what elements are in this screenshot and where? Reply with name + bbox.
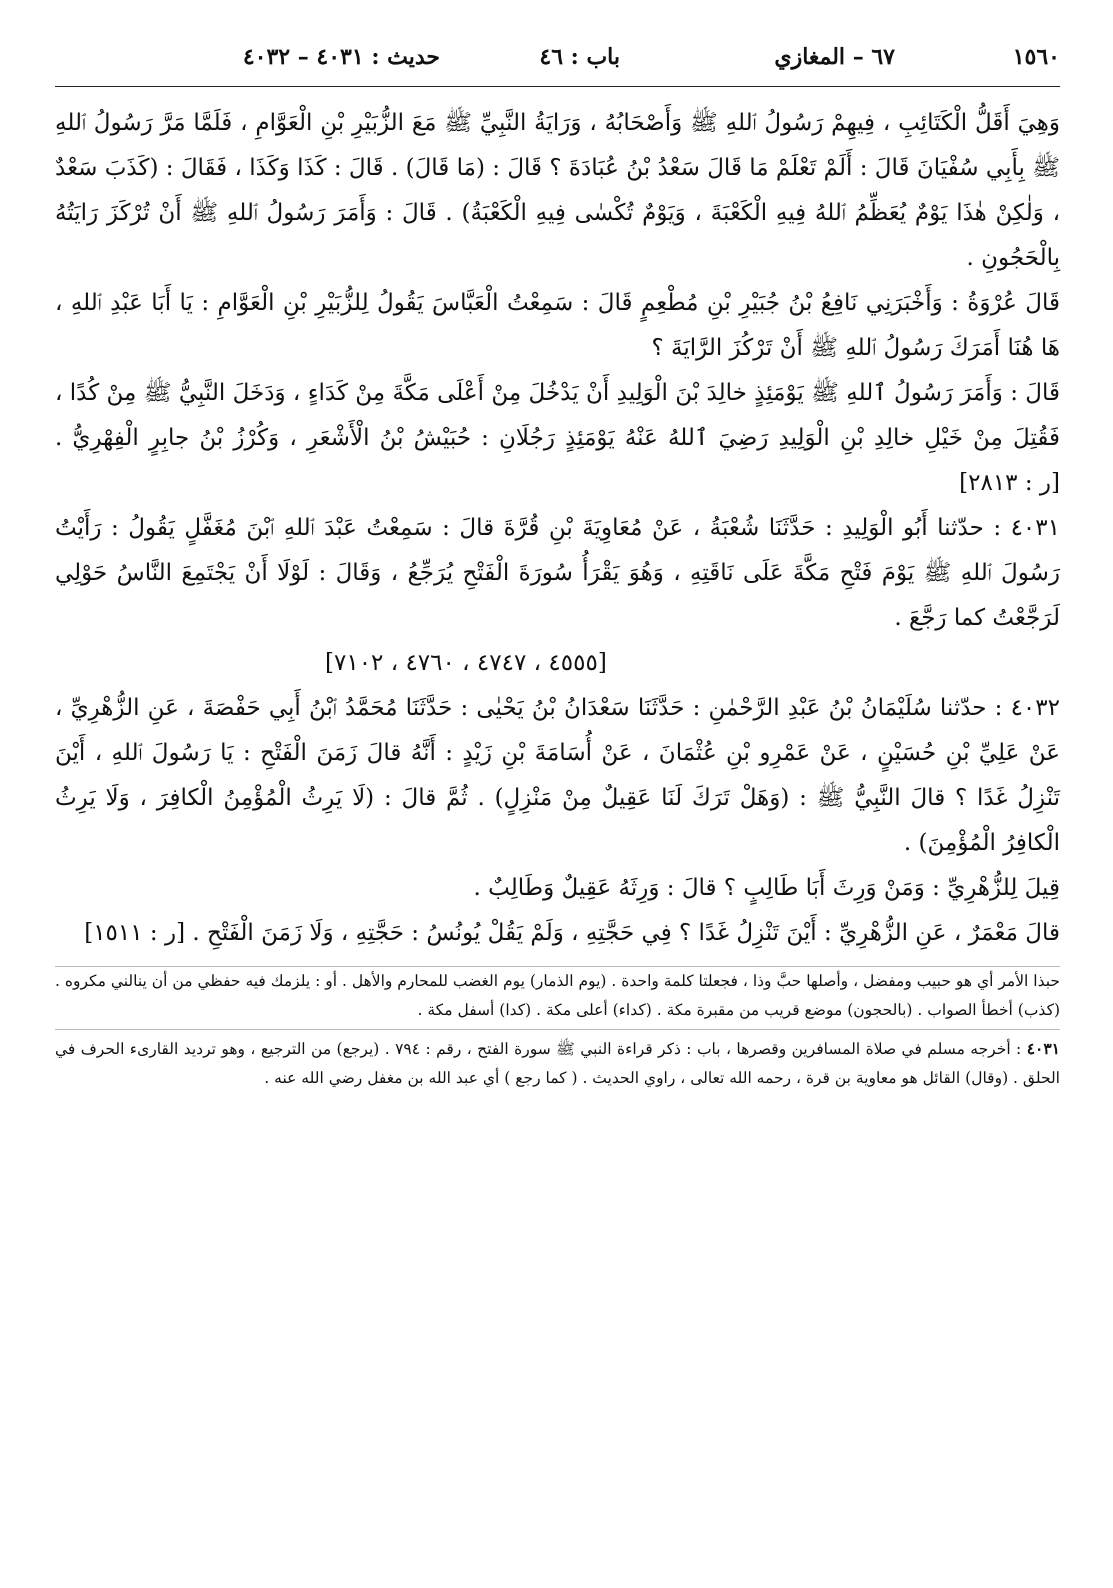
header-rule — [55, 86, 1060, 87]
page-header — [55, 44, 1060, 86]
paragraph — [55, 371, 1060, 506]
paragraph-text: قَالَ : وَأَمَرَ رَسُولُ ٱللهِ ﷺ يَوْمَئِذٍ خالِدَ بْنَ الْوَلِيدِ أَنْ يَدْخُلَ مِنْ أَعْلَى مَكَّةَ مِنْ كَدَاءٍ ، وَدَخَلَ النَّبِيُّ ﷺ مِنْ كُدًا ، فَقُتِلَ مِنْ خَيْلِ خالِدِ بْنِ الْوَلِيدِ رَضِيَ ٱللهُ عَنْهُ يَوْمَئِذٍ رَجُلَانِ : حُبَيْشُ بْنُ الْأَشْعَرِ ، وَكُرْزُ بْنُ جابِرٍ الْفِهْرِيُّ . — [55, 380, 1060, 451]
cross-reference: [ر : ٢٨١٣] — [959, 470, 1060, 496]
footnote — [55, 1034, 1060, 1093]
footnote-divider — [55, 1029, 1060, 1030]
chapter-label: باب : ٤٦ — [539, 44, 620, 70]
paragraph: ٤٠٣٢ : حدّثنا سُلَيْمَانُ بْنُ عَبْدِ الرَّحْمٰنِ : حَدَّثَنَا سَعْدَانُ بْنُ يَحْيٰى : حَدَّثَنَا مُحَمَّدُ ٱبْنُ أَبِي حَفْصَةَ ، عَنِ الزُّهْرِيِّ ، عَنْ عَلِيِّ بْنِ حُسَيْنٍ ، عَنْ عَمْرِو بْنِ عُثْمَانَ ، عَنْ أُسَامَةَ بْنِ زَيْدٍ : أَنَّهُ قالَ زَمَنَ الْفَتْحِ : يَا رَسُولَ ٱللهِ ، أَيْنَ تَنْزِلُ غَدًا ؟ قالَ النَّبِيُّ ﷺ : (وَهَلْ تَرَكَ لَنَا عَقِيلٌ مِنْ مَنْزِلٍ) . ثُمَّ قالَ : (لَا يَرِثُ الْمُؤْمِنُ الْكافِرَ ، وَلَا يَرِثُ الْكافِرُ الْمُؤْمِنَ) . — [55, 695, 1060, 856]
main-text — [55, 101, 1060, 956]
paragraph: قِيلَ لِلزُّهْرِيِّ : وَمَنْ وَرِثَ أَبَا طَالِبٍ ؟ قالَ : وَرِثَهُ عَقِيلٌ وَطَالِبٌ . — [473, 875, 1060, 901]
paragraph: قَالَ عُرْوَةُ : وَأَخْبَرَنِي نَافِعُ بْنُ جُبَيْرِ بْنِ مُطْعِمٍ قَالَ : سَمِعْتُ الْعَبَّاسَ يَقُولُ لِلزُّبَيْرِ بْنِ الْعَوَّامِ : يَا أَبَا عَبْدِ ٱللهِ ، هَا هُنَا أَمَرَكَ رَسُولُ ٱللهِ ﷺ أَنْ تَرْكُزَ الرَّايَةَ ؟ — [55, 290, 1060, 361]
cross-reference: [ر : ١٥١١] — [84, 920, 186, 946]
paragraph: وَهِيَ أَقَلُّ الْكَتَائِبِ ، فِيهِمْ رَسُولُ ٱللهِ ﷺ وَأَصْحَابُهُ ، وَرَايَةُ النَّبِيِّ ﷺ مَعَ الزُّبَيْرِ بْنِ الْعَوَّامِ ، فَلَمَّا مَرَّ رَسُولُ ٱللهِ ﷺ بِأَبِي سُفْيَانَ قَالَ : أَلَمْ تَعْلَمْ مَا قَالَ سَعْدُ بْنُ عُبَادَةَ ؟ قَالَ : (مَا قَالَ) . قَالَ : كَذَا وَكَذَا ، فَقَالَ : (كَذَبَ سَعْدٌ ، وَلٰكِنْ هٰذَا يَوْمٌ يُعَظِّمُ ٱللهُ فِيهِ الْكَعْبَةَ ، وَيَوْمٌ تُكْسٰى فِيهِ الْكَعْبَةُ) . قَالَ : وَأَمَرَ رَسُولُ ٱللهِ ﷺ أَنْ تُرْكَزَ رَايَتُهُ بِالْحَجُونِ . — [55, 110, 1060, 271]
book-title: ٦٧ – المغازي — [774, 44, 895, 70]
paragraph-text: قالَ مَعْمَرٌ ، عَنِ الزُّهْرِيِّ : أَيْنَ تَنْزِلُ غَدًا ؟ فِي حَجَّتِهِ ، وَلَمْ يَقُلْ يُونُسُ : حَجَّتِهِ ، وَلَا زَمَنَ الْفَتْحِ . — [192, 920, 1060, 946]
book-page — [55, 44, 1060, 1093]
footnote: حبذا الأمر أي هو حبيب ومفضل ، وأصلها حبَّ وذا ، فجعلتا كلمة واحدة . (يوم الذمار) يوم الغضب للمحارم والأهل . أو : يلزمك فيه حفظي من أن ينالني مكروه . (كذب) أخطأ الصواب . (بالحجون) موضع قريب من مقبرة مكة . (كداء) أعلى مكة . (كدا) أسفل مكة . — [55, 972, 1060, 1019]
page-number: ١٥٦٠ — [1012, 44, 1060, 70]
hadith-range: حديث : ٤٠٣١ – ٤٠٣٢ — [242, 44, 440, 70]
footnote-text: : أخرجه مسلم في صلاة المسافرين وقصرها ، باب : ذكر قراءة النبي ﷺ سورة الفتح ، رقم : ٧٩٤ . (يرجع) من الترجيع ، وهو ترديد القارىء الحرف في الحلق . (وقال) القائل هو معاوية بن قرة ، رحمه الله تعالى ، راوي الحديث . ( كما رجع ) أي عبد الله بن مغفل رضي الله عنه . — [55, 1040, 1060, 1087]
paragraph: ٤٠٣١ : حدّثنا أَبُو الْوَلِيدِ : حَدَّثَنَا شُعْبَةُ ، عَنْ مُعَاوِيَةَ بْنِ قُرَّةَ قالَ : سَمِعْتُ عَبْدَ ٱللهِ ٱبْنَ مُغَفَّلٍ يَقُولُ : رَأَيْتُ رَسُولَ ٱللهِ ﷺ يَوْمَ فَتْحِ مَكَّةَ عَلَى نَاقَتِهِ ، وَهُوَ يَقْرَأُ سُورَةَ الْفَتْحِ يُرَجِّعُ ، وَقَالَ : لَوْلَا أَنْ يَجْتَمِعَ النَّاسُ حَوْلِي لَرَجَّعْتُ كما رَجَّعَ . — [55, 515, 1060, 631]
cross-reference: [٤٥٥٥ ، ٤٧٤٧ ، ٤٧٦٠ ، ٧١٠٢] — [325, 650, 607, 676]
paragraph — [55, 911, 1060, 956]
footnotes — [55, 966, 1060, 1093]
footnote-number: ٤٠٣١ — [1026, 1039, 1060, 1058]
